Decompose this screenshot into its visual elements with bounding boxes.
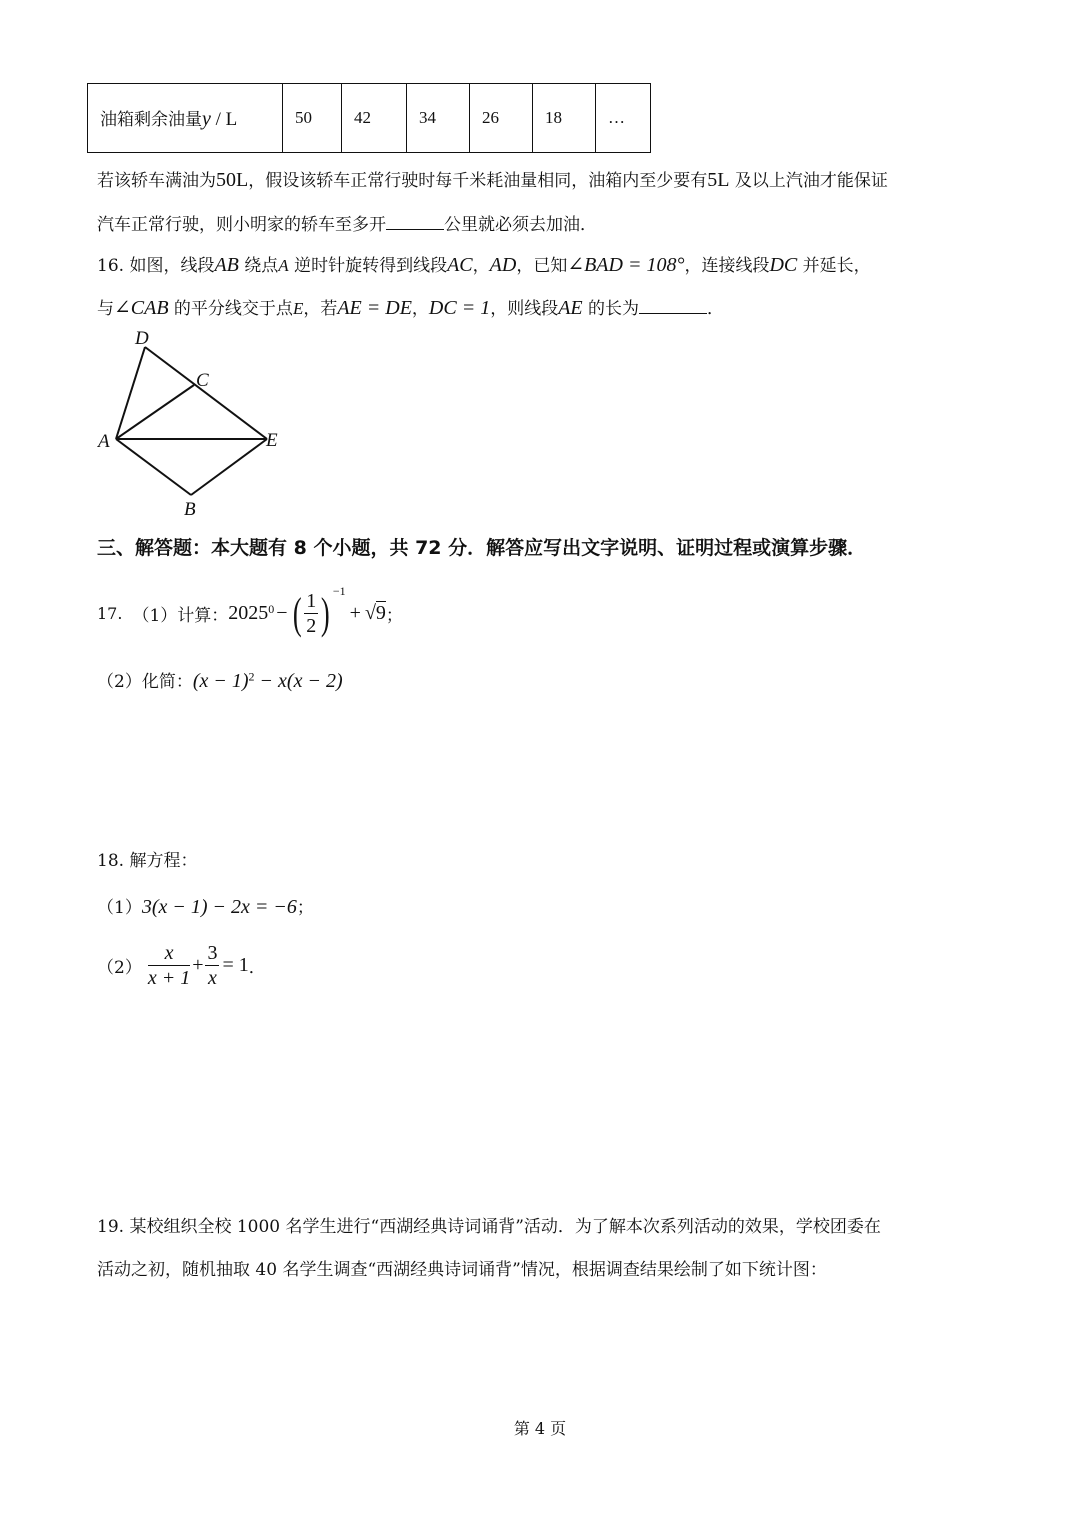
fraction-half [304,589,318,638]
math-plus: + [349,601,361,624]
q18-text: ； [296,898,314,918]
q15-line2 [97,210,597,235]
fraction-den: 2 [306,614,317,637]
math-ae-de: AE = DE [337,297,412,319]
q19-line1: 19. 某校组织全校 1000 名学生进行“西湖经典诗词诵背”活动．为了解本次系列活动的效果，学校团委在 [97,1217,881,1237]
fraction-x-over-x1 [148,941,190,990]
math-ad: AD [489,254,517,276]
q16-text: 与 [97,299,114,319]
section-heading: 三、解答题：本大题有 8 个小题，共 72 分．解答应写出文字说明、证明过程或演算步骤． [97,537,867,559]
math-minus: − [276,601,288,624]
fraction-den: x + 1 [147,966,191,989]
q19-line2: 活动之初，随机抽取 40 名学生调查“西湖经典诗词诵背”情况，根据调查结果绘制了如下统计图： [97,1260,827,1280]
label-b: B [184,499,196,520]
label-c: C [196,370,209,391]
q15-text: ，假设该轿车正常行驶时每千米耗油量相同，油箱内至少要有 [248,171,708,191]
q18-part1 [97,893,314,919]
math-2025: 2025 [228,601,269,624]
q15-capacity: 50L [216,169,249,191]
math-expr: (x − 1) [192,670,249,692]
q16-line2 [97,294,724,320]
q16-text: ，连接线段 [684,256,770,276]
q16-text: 并延长， [797,256,871,276]
segment-ab [116,439,191,495]
q18-label: （2） [97,957,142,978]
q17-part1 [97,585,403,641]
table-cell: 34 [407,84,470,153]
q15-line1 [97,166,888,192]
segment-ac [116,385,194,439]
question-number: 16. [97,256,125,276]
math-dc-1: DC = 1 [428,297,491,319]
math-equation: 3(x − 1) − 2x = −6 [141,896,297,918]
fraction-num: 1 [306,589,317,612]
q16-text: ． [707,299,725,319]
fraction-den: x [208,966,217,989]
sqrt-arg: 9 [375,602,386,624]
page-number: 第 4 页 [513,1419,567,1438]
fraction-3-over-x [205,941,219,990]
q18-text: ． [248,957,266,978]
math-a: A [278,256,289,275]
q16-text: ，若 [303,299,338,319]
fuel-table [87,83,651,153]
math-ae: AE [558,297,583,319]
segment-be [191,439,267,495]
answer-blank[interactable] [386,211,444,230]
q15-text: 汽车正常行驶，则小明家的轿车至多开 [97,215,386,235]
geometry-figure [90,322,300,522]
left-paren: ( [292,588,302,638]
math-ab: AB [214,254,239,276]
question-number: 17. [97,603,123,623]
q16-text: ， [472,256,490,276]
label-d: D [135,328,149,349]
table-cell: 26 [470,84,533,153]
q16-text: ， [411,299,429,319]
math-expr: − x(x − 2) [254,670,343,692]
q16-text: ，则线段 [490,299,559,319]
q18-title: 18. 解方程： [97,851,198,871]
math-exp-0: 0 [268,601,275,616]
segment-de [145,347,267,439]
q17-label: （2）化简： [97,672,193,692]
math-angle-bad: ∠BAD = 108° [567,254,685,276]
q16-text: 如图，线段 [124,256,215,276]
q17-text: ； [385,605,403,626]
q16-line1 [97,251,871,277]
label-e: E [266,430,278,451]
q16-text: ，已知 [516,256,568,276]
q15-text: 若该轿车满油为 [97,171,216,191]
row-unit: / L [210,109,238,130]
label-a: A [98,431,110,452]
row-var: y [202,108,211,130]
q16-text: 的长为 [582,299,640,319]
q15-min-fuel: 5L [707,169,730,191]
math-plus: + [192,953,204,976]
q15-text: 公里就必须去加油． [444,215,597,235]
table-cell: … [596,84,651,153]
fraction-num: 3 [207,941,218,964]
table-cell: 42 [342,84,407,153]
q16-text: 逆时针旋转得到线段 [288,256,448,276]
table-cell: 18 [533,84,596,153]
q16-text: 绕点 [238,256,279,276]
row-header [88,84,283,153]
math-dc: DC [769,254,798,276]
math-exp-neg1: −1 [332,583,346,598]
q15-text: 及以上汽油才能保证 [729,171,888,191]
table-cell: 50 [283,84,342,153]
right-paren: ) [321,588,330,638]
q17-label: （1）计算： [132,605,229,626]
answer-blank[interactable] [639,295,707,314]
row-label: 油箱剩余油量 [100,110,202,129]
q16-text: 的平分线交于点 [168,299,293,319]
math-e: E [292,299,304,318]
math-angle-cab: ∠CAB [114,297,169,319]
segment-ad [116,347,145,439]
math-exp-2: 2 [248,669,255,684]
fraction-num: x [148,941,190,966]
q18-label: （1） [97,898,142,918]
q18-part2 [97,937,266,993]
table-row [88,84,651,153]
q17-part2 [97,667,343,693]
math-eq: = 1 [222,953,249,976]
sqrt-sign: √ [364,601,376,624]
math-ac: AC [447,254,473,276]
